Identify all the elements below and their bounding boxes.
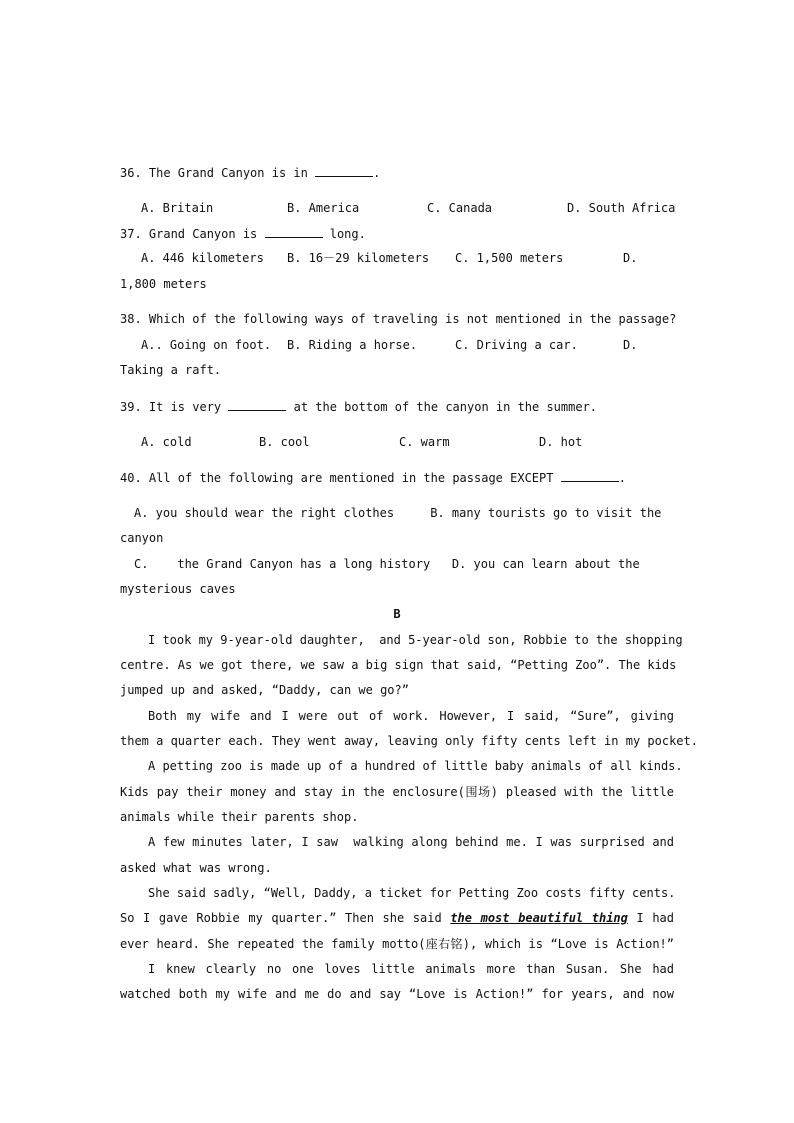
passage-line: centre. As we got there, we saw a big sign that said, “Petting Zoo”. The kids bbox=[120, 658, 677, 672]
answer-blank bbox=[315, 164, 373, 177]
question-37-option-b: B. 16－29 kilometers bbox=[287, 251, 430, 265]
question-40-stem-text: 40. All of the following are mentioned in the passage EXCEPT bbox=[120, 471, 561, 485]
question-36-option-c: C. Canada bbox=[427, 201, 493, 215]
passage-line: Kids pay their money and stay in the enclosure(围场) pleased with the little bbox=[120, 785, 674, 799]
passage-line: animals while their parents shop. bbox=[120, 810, 359, 824]
question-40-options-line-2: canyon bbox=[120, 531, 164, 545]
answer-blank bbox=[561, 469, 619, 482]
passage-line: them a quarter each. They went away, leaving only fifty cents left in my pocket. bbox=[120, 734, 698, 748]
section-heading: B bbox=[393, 607, 401, 621]
question-38-option-d-label: D. bbox=[623, 338, 638, 352]
question-38-option-b: B. Riding a horse. bbox=[287, 338, 418, 352]
question-37-option-d-label: D. bbox=[623, 251, 638, 265]
question-39-stem-text: 39. It is very bbox=[120, 400, 229, 414]
question-37-stem-text: 37. Grand Canyon is bbox=[120, 227, 265, 241]
question-37-option-a: A. 446 kilometers bbox=[141, 251, 264, 265]
question-39-option-d: D. hot bbox=[539, 435, 583, 449]
question-38-option-a: A.. Going on foot. bbox=[141, 338, 272, 352]
passage-line: watched both my wife and me do and say “Love is Action!” for years, and now bbox=[120, 987, 674, 1001]
question-37-option-c: C. 1,500 meters bbox=[455, 251, 564, 265]
question-40-stem-end: . bbox=[618, 471, 626, 485]
question-37-stem bbox=[120, 225, 680, 242]
question-36-option-b: B. America bbox=[287, 201, 360, 215]
passage-line: I took my 9-year-old daughter, and 5-year-old son, Robbie to the shopping bbox=[148, 633, 683, 647]
question-38-option-c: C. Driving a car. bbox=[455, 338, 578, 352]
question-39-option-c: C. warm bbox=[399, 435, 450, 449]
answer-blank bbox=[265, 225, 323, 238]
passage-line: Both my wife and I were out of work. However, I said, “Sure”, giving bbox=[148, 709, 674, 723]
passage-line bbox=[120, 910, 674, 926]
passage-line: asked what was wrong. bbox=[120, 861, 272, 875]
passage-line: I knew clearly no one loves little animals more than Susan. She had bbox=[148, 962, 674, 976]
question-36-stem-text: 36. The Grand Canyon is in bbox=[120, 166, 316, 180]
question-39-option-b: B. cool bbox=[259, 435, 310, 449]
passage-text: I had bbox=[627, 911, 674, 925]
question-40-options-line-4: mysterious caves bbox=[120, 582, 236, 596]
passage-line: A few minutes later, I saw walking along behind me. I was surprised and bbox=[148, 835, 674, 849]
question-38-option-d: Taking a raft. bbox=[120, 363, 222, 377]
emphasized-phrase: the most beautiful thing bbox=[450, 911, 628, 925]
question-40-stem bbox=[120, 469, 680, 486]
question-39-stem-end: at the bottom of the canyon in the summer. bbox=[286, 400, 598, 414]
question-39-stem bbox=[120, 398, 680, 415]
passage-line: She said sadly, “Well, Daddy, a ticket for Petting Zoo costs fifty cents. bbox=[148, 886, 676, 900]
question-37-stem-end: long. bbox=[322, 227, 366, 241]
answer-blank bbox=[228, 398, 286, 411]
question-36-option-a: A. Britain bbox=[141, 201, 214, 215]
question-40-options-line-3: C. the Grand Canyon has a long history D. you can learn about the bbox=[134, 557, 640, 571]
question-36-stem-end: . bbox=[373, 166, 381, 180]
passage-text: So I gave Robbie my quarter.” Then she said bbox=[120, 911, 451, 925]
question-39-option-a: A. cold bbox=[141, 435, 192, 449]
passage-line: A petting zoo is made up of a hundred of little baby animals of all kinds. bbox=[148, 759, 683, 773]
question-37-option-d: 1,800 meters bbox=[120, 277, 207, 291]
question-40-options-line-1: A. you should wear the right clothes B. many tourists go to visit the bbox=[134, 506, 662, 520]
question-38-stem: 38. Which of the following ways of traveling is not mentioned in the passage? bbox=[120, 312, 677, 326]
passage-line: jumped up and asked, “Daddy, can we go?” bbox=[120, 683, 409, 697]
question-36-stem bbox=[120, 164, 680, 181]
passage-line: ever heard. She repeated the family motto(座右铭), which is “Love is Action!” bbox=[120, 937, 674, 951]
question-36-option-d: D. South Africa bbox=[567, 201, 676, 215]
